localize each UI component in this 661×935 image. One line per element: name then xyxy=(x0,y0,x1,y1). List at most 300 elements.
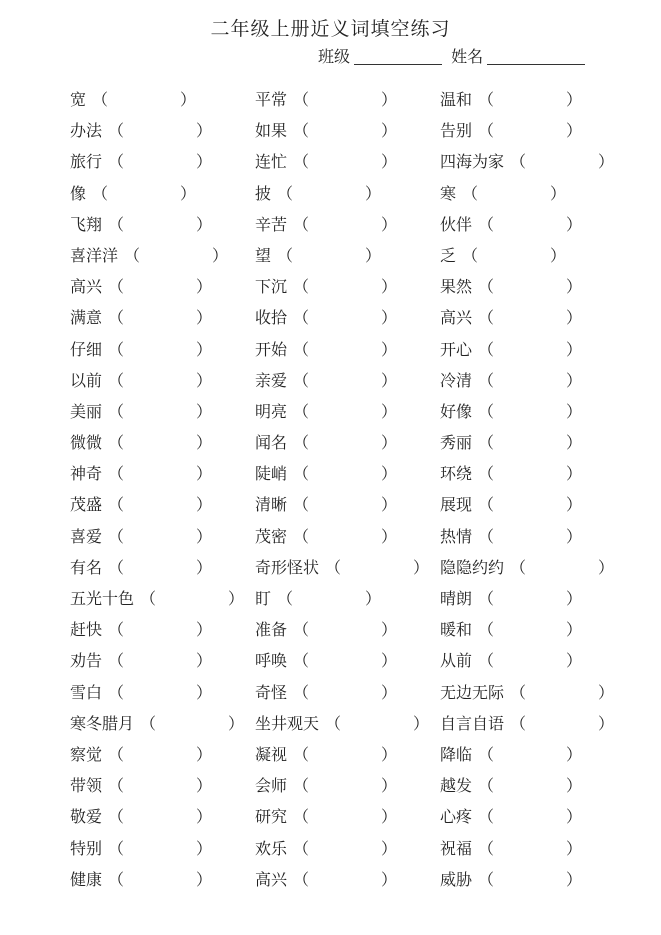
close-paren: ） xyxy=(365,245,382,265)
close-paren: ） xyxy=(381,152,398,172)
word: 奇怪 xyxy=(255,682,288,702)
close-paren: ） xyxy=(566,651,583,671)
open-paren: （ xyxy=(108,620,125,640)
word: 披 xyxy=(255,183,272,203)
open-paren: （ xyxy=(478,838,495,858)
close-paren: ） xyxy=(566,339,583,359)
exercise-item xyxy=(70,708,255,739)
close-paren: ） xyxy=(381,370,398,390)
open-paren: （ xyxy=(478,526,495,546)
exercise-item xyxy=(255,489,440,520)
close-paren: ） xyxy=(196,401,213,421)
open-paren: （ xyxy=(108,308,125,328)
exercise-item xyxy=(255,146,440,177)
word: 降临 xyxy=(440,744,473,764)
close-paren: ） xyxy=(365,589,382,608)
exercise-item xyxy=(70,271,255,302)
exercise-item xyxy=(70,645,255,676)
exercise-item xyxy=(255,271,440,302)
word: 会师 xyxy=(255,776,288,796)
close-paren: ） xyxy=(381,495,398,515)
open-paren: （ xyxy=(478,744,495,764)
name-blank[interactable] xyxy=(487,48,585,65)
exercise-item xyxy=(70,84,255,115)
exercise-item xyxy=(440,489,650,520)
open-paren: （ xyxy=(478,214,495,234)
close-paren: ） xyxy=(196,682,213,702)
close-paren: ） xyxy=(381,807,398,827)
open-paren: （ xyxy=(478,370,495,390)
word: 宽 xyxy=(70,90,87,109)
open-paren: （ xyxy=(293,433,310,453)
open-paren: （ xyxy=(293,838,310,858)
exercise-item xyxy=(70,209,255,240)
open-paren: （ xyxy=(293,370,310,390)
open-paren: （ xyxy=(293,526,310,546)
close-paren: ） xyxy=(212,245,229,265)
word: 威胁 xyxy=(440,869,473,889)
exercise-item xyxy=(70,334,255,365)
close-paren: ） xyxy=(381,869,398,889)
open-paren: （ xyxy=(478,589,495,608)
open-paren: （ xyxy=(108,807,125,827)
open-paren: （ xyxy=(293,744,310,764)
exercise-item xyxy=(440,521,650,552)
open-paren: （ xyxy=(108,370,125,390)
close-paren: ） xyxy=(196,807,213,827)
exercise-item xyxy=(255,521,440,552)
close-paren: ） xyxy=(598,152,615,172)
open-paren: （ xyxy=(92,90,109,109)
open-paren: （ xyxy=(108,682,125,702)
exercise-item xyxy=(70,801,255,832)
word: 满意 xyxy=(70,308,103,328)
open-paren: （ xyxy=(293,121,310,141)
close-paren: ） xyxy=(598,713,615,733)
close-paren: ） xyxy=(381,526,398,546)
word: 秀丽 xyxy=(440,433,473,453)
word: 坐井观天 xyxy=(255,713,320,733)
word: 晴朗 xyxy=(440,589,473,608)
close-paren: ） xyxy=(381,651,398,671)
open-paren: （ xyxy=(140,713,157,733)
exercise-item xyxy=(255,864,440,895)
close-paren: ） xyxy=(566,495,583,515)
word: 茂盛 xyxy=(70,495,103,515)
exercise-item xyxy=(255,833,440,864)
close-paren: ） xyxy=(598,557,615,577)
word: 望 xyxy=(255,245,272,265)
exercise-item xyxy=(440,302,650,333)
word: 果然 xyxy=(440,277,473,297)
word: 飞翔 xyxy=(70,214,103,234)
close-paren: ） xyxy=(550,183,567,203)
word: 暖和 xyxy=(440,620,473,640)
word: 喜爱 xyxy=(70,526,103,546)
close-paren: ） xyxy=(566,526,583,546)
open-paren: （ xyxy=(478,620,495,640)
word: 盯 xyxy=(255,589,272,608)
word: 有名 xyxy=(70,557,103,577)
open-paren: （ xyxy=(293,464,310,484)
word: 如果 xyxy=(255,121,288,141)
open-paren: （ xyxy=(108,651,125,671)
close-paren: ） xyxy=(381,464,398,484)
open-paren: （ xyxy=(108,744,125,764)
open-paren: （ xyxy=(478,401,495,421)
word: 微微 xyxy=(70,433,103,453)
open-paren: （ xyxy=(108,869,125,889)
exercise-item xyxy=(70,739,255,770)
exercise-item xyxy=(440,178,650,209)
close-paren: ） xyxy=(196,526,213,546)
exercise-item xyxy=(70,864,255,895)
exercise-item xyxy=(255,458,440,489)
word: 温和 xyxy=(440,90,473,109)
exercise-item xyxy=(255,677,440,708)
word: 寒冬腊月 xyxy=(70,713,135,733)
word: 喜洋洋 xyxy=(70,245,119,265)
open-paren: （ xyxy=(293,339,310,359)
exercise-item xyxy=(70,770,255,801)
word: 奇形怪状 xyxy=(255,557,320,577)
close-paren: ） xyxy=(180,90,197,109)
exercise-item xyxy=(255,739,440,770)
exercise-item xyxy=(70,614,255,645)
close-paren: ） xyxy=(381,682,398,702)
word: 凝视 xyxy=(255,744,288,764)
exercise-item xyxy=(70,146,255,177)
word: 祝福 xyxy=(440,838,473,858)
exercise-item xyxy=(440,146,650,177)
word: 高兴 xyxy=(70,277,103,297)
exercise-item xyxy=(70,396,255,427)
exercise-item xyxy=(70,427,255,458)
close-paren: ） xyxy=(196,121,213,141)
exercise-item xyxy=(440,645,650,676)
open-paren: （ xyxy=(293,807,310,827)
open-paren: （ xyxy=(293,401,310,421)
word: 热情 xyxy=(440,526,473,546)
open-paren: （ xyxy=(108,121,125,141)
open-paren: （ xyxy=(478,433,495,453)
close-paren: ） xyxy=(550,245,567,265)
close-paren: ） xyxy=(381,339,398,359)
word: 准备 xyxy=(255,620,288,640)
word: 好像 xyxy=(440,401,473,421)
exercise-item xyxy=(440,84,650,115)
open-paren: （ xyxy=(108,214,125,234)
open-paren: （ xyxy=(293,495,310,515)
open-paren: （ xyxy=(510,713,527,733)
word: 冷清 xyxy=(440,370,473,390)
word: 越发 xyxy=(440,776,473,796)
open-paren: （ xyxy=(108,557,125,577)
close-paren: ） xyxy=(598,682,615,702)
word: 四海为家 xyxy=(440,152,505,172)
exercise-item xyxy=(440,614,650,645)
word: 高兴 xyxy=(440,308,473,328)
word: 寒 xyxy=(440,183,457,203)
word: 察觉 xyxy=(70,744,103,764)
exercise-item xyxy=(255,365,440,396)
exercise-item xyxy=(70,302,255,333)
page-title: 二年级上册近义词填空练习 xyxy=(210,18,451,40)
open-paren: （ xyxy=(510,557,527,577)
exercise-item xyxy=(255,115,440,146)
open-paren: （ xyxy=(277,245,294,265)
word: 健康 xyxy=(70,869,103,889)
close-paren: ） xyxy=(196,776,213,796)
close-paren: ） xyxy=(196,744,213,764)
word: 亲爱 xyxy=(255,370,288,390)
close-paren: ） xyxy=(566,838,583,858)
word: 以前 xyxy=(70,370,103,390)
exercise-item xyxy=(440,209,650,240)
close-paren: ） xyxy=(566,214,583,234)
close-paren: ） xyxy=(566,121,583,141)
word: 雪白 xyxy=(70,682,103,702)
word: 高兴 xyxy=(255,869,288,889)
word: 环绕 xyxy=(440,464,473,484)
close-paren: ） xyxy=(196,838,213,858)
exercise-item xyxy=(255,645,440,676)
close-paren: ） xyxy=(196,651,213,671)
word: 赶快 xyxy=(70,620,103,640)
close-paren: ） xyxy=(196,869,213,889)
open-paren: （ xyxy=(478,339,495,359)
exercise-item xyxy=(70,458,255,489)
close-paren: ） xyxy=(381,277,398,297)
word: 心疼 xyxy=(440,807,473,827)
word: 乏 xyxy=(440,245,457,265)
close-paren: ） xyxy=(566,589,583,608)
word: 告别 xyxy=(440,121,473,141)
open-paren: （ xyxy=(478,651,495,671)
name-label: 姓名 xyxy=(451,47,484,66)
exercise-item xyxy=(440,458,650,489)
word: 研究 xyxy=(255,807,288,827)
open-paren: （ xyxy=(325,557,342,577)
close-paren: ） xyxy=(381,401,398,421)
word: 劝告 xyxy=(70,651,103,671)
exercise-item xyxy=(255,614,440,645)
open-paren: （ xyxy=(108,495,125,515)
open-paren: （ xyxy=(510,682,527,702)
student-info xyxy=(318,44,585,67)
word: 展现 xyxy=(440,495,473,515)
word: 欢乐 xyxy=(255,838,288,858)
close-paren: ） xyxy=(566,433,583,453)
word: 清晰 xyxy=(255,495,288,515)
open-paren: （ xyxy=(108,277,125,297)
close-paren: ） xyxy=(180,183,197,203)
close-paren: ） xyxy=(381,776,398,796)
word: 闻名 xyxy=(255,433,288,453)
open-paren: （ xyxy=(478,121,495,141)
open-paren: （ xyxy=(293,651,310,671)
open-paren: （ xyxy=(108,152,125,172)
exercise-item xyxy=(70,677,255,708)
close-paren: ） xyxy=(413,713,430,733)
close-paren: ） xyxy=(566,370,583,390)
exercise-item xyxy=(255,84,440,115)
open-paren: （ xyxy=(478,308,495,328)
word: 仔细 xyxy=(70,339,103,359)
word: 特别 xyxy=(70,838,103,858)
open-paren: （ xyxy=(478,869,495,889)
word: 自言自语 xyxy=(440,713,505,733)
open-paren: （ xyxy=(277,589,294,608)
exercise-item xyxy=(440,708,650,739)
open-paren: （ xyxy=(140,589,157,608)
exercise-item xyxy=(440,801,650,832)
close-paren: ） xyxy=(381,90,398,109)
open-paren: （ xyxy=(92,183,109,203)
open-paren: （ xyxy=(108,433,125,453)
close-paren: ） xyxy=(196,557,213,577)
word: 下沉 xyxy=(255,277,288,297)
close-paren: ） xyxy=(566,620,583,640)
exercise-item xyxy=(440,334,650,365)
open-paren: （ xyxy=(293,277,310,297)
close-paren: ） xyxy=(381,121,398,141)
close-paren: ） xyxy=(566,869,583,889)
open-paren: （ xyxy=(478,277,495,297)
close-paren: ） xyxy=(196,277,213,297)
word: 陡峭 xyxy=(255,464,288,484)
open-paren: （ xyxy=(462,245,479,265)
close-paren: ） xyxy=(381,838,398,858)
close-paren: ） xyxy=(381,308,398,328)
exercise-item xyxy=(255,552,440,583)
exercise-item xyxy=(255,770,440,801)
exercise-item xyxy=(440,240,650,271)
close-paren: ） xyxy=(413,557,430,577)
exercise-item xyxy=(70,365,255,396)
close-paren: ） xyxy=(196,620,213,640)
word: 带领 xyxy=(70,776,103,796)
open-paren: （ xyxy=(478,776,495,796)
word: 开始 xyxy=(255,339,288,359)
word: 从前 xyxy=(440,651,473,671)
exercise-item xyxy=(255,240,440,271)
word: 辛苦 xyxy=(255,214,288,234)
open-paren: （ xyxy=(293,214,310,234)
exercise-item xyxy=(440,365,650,396)
close-paren: ） xyxy=(381,620,398,640)
exercise-item xyxy=(440,427,650,458)
open-paren: （ xyxy=(124,245,141,265)
close-paren: ） xyxy=(365,183,382,203)
exercise-item xyxy=(70,521,255,552)
exercise-item xyxy=(255,302,440,333)
exercise-item xyxy=(440,833,650,864)
open-paren: （ xyxy=(478,807,495,827)
word: 隐隐约约 xyxy=(440,557,505,577)
open-paren: （ xyxy=(293,869,310,889)
word: 平常 xyxy=(255,90,288,109)
open-paren: （ xyxy=(293,776,310,796)
exercise-item xyxy=(255,427,440,458)
close-paren: ） xyxy=(228,589,245,608)
open-paren: （ xyxy=(478,495,495,515)
open-paren: （ xyxy=(325,713,342,733)
word: 明亮 xyxy=(255,401,288,421)
word: 旅行 xyxy=(70,152,103,172)
close-paren: ） xyxy=(228,713,245,733)
word: 像 xyxy=(70,183,87,203)
class-blank[interactable] xyxy=(354,48,442,65)
open-paren: （ xyxy=(510,152,527,172)
open-paren: （ xyxy=(478,464,495,484)
open-paren: （ xyxy=(277,183,294,203)
exercise-item xyxy=(440,271,650,302)
exercise-item xyxy=(255,801,440,832)
exercise-item xyxy=(255,583,440,614)
close-paren: ） xyxy=(381,214,398,234)
open-paren: （ xyxy=(462,183,479,203)
open-paren: （ xyxy=(108,526,125,546)
close-paren: ） xyxy=(381,433,398,453)
word: 无边无际 xyxy=(440,682,505,702)
close-paren: ） xyxy=(196,214,213,234)
exercise-item xyxy=(70,240,255,271)
exercise-item xyxy=(255,396,440,427)
word: 连忙 xyxy=(255,152,288,172)
exercise-grid xyxy=(70,84,650,895)
exercise-item xyxy=(440,739,650,770)
open-paren: （ xyxy=(293,152,310,172)
word: 开心 xyxy=(440,339,473,359)
exercise-item xyxy=(255,708,440,739)
word: 伙伴 xyxy=(440,214,473,234)
open-paren: （ xyxy=(293,308,310,328)
word: 美丽 xyxy=(70,401,103,421)
exercise-item xyxy=(70,833,255,864)
open-paren: （ xyxy=(478,90,495,109)
close-paren: ） xyxy=(566,308,583,328)
close-paren: ） xyxy=(566,464,583,484)
exercise-item xyxy=(440,770,650,801)
close-paren: ） xyxy=(196,495,213,515)
close-paren: ） xyxy=(566,807,583,827)
open-paren: （ xyxy=(108,776,125,796)
close-paren: ） xyxy=(196,370,213,390)
exercise-item xyxy=(255,334,440,365)
exercise-item xyxy=(70,489,255,520)
word: 办法 xyxy=(70,121,103,141)
close-paren: ） xyxy=(566,401,583,421)
close-paren: ） xyxy=(566,90,583,109)
close-paren: ） xyxy=(196,308,213,328)
exercise-item xyxy=(440,552,650,583)
open-paren: （ xyxy=(293,620,310,640)
word: 收拾 xyxy=(255,308,288,328)
exercise-item xyxy=(440,864,650,895)
close-paren: ） xyxy=(196,339,213,359)
word: 呼唤 xyxy=(255,651,288,671)
close-paren: ） xyxy=(566,277,583,297)
exercise-item xyxy=(70,583,255,614)
close-paren: ） xyxy=(196,152,213,172)
close-paren: ） xyxy=(381,744,398,764)
exercise-item xyxy=(440,115,650,146)
close-paren: ） xyxy=(196,433,213,453)
open-paren: （ xyxy=(108,464,125,484)
exercise-item xyxy=(70,115,255,146)
exercise-item xyxy=(440,396,650,427)
